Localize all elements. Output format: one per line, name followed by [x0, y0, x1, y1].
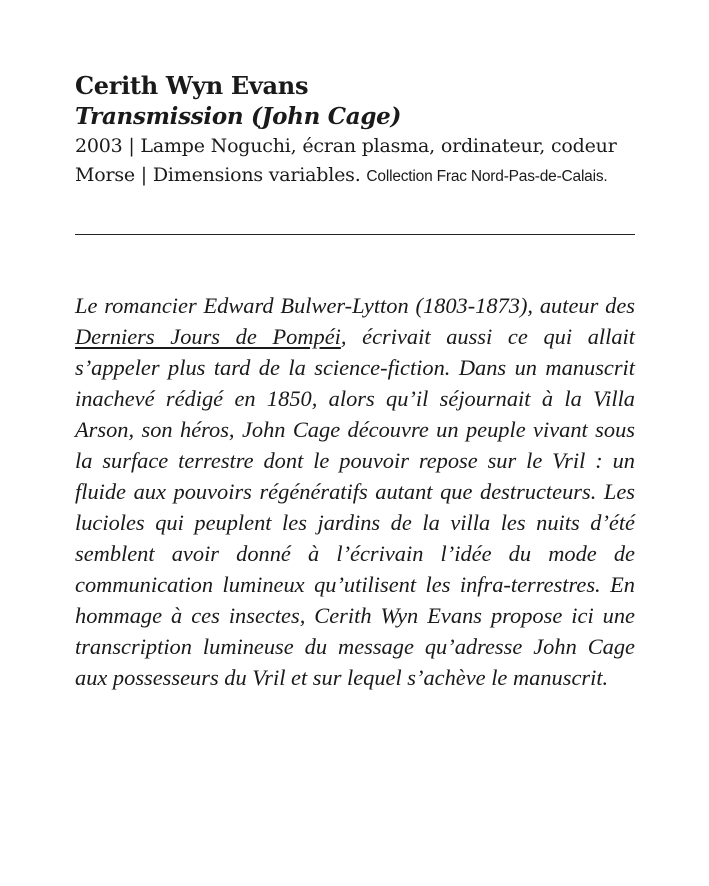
- artwork-title: Transmission (John Cage): [75, 103, 402, 130]
- artist-name: Cerith Wyn Evans: [75, 71, 309, 100]
- artwork-label: [75, 70, 635, 191]
- description-text: [75, 290, 635, 693]
- divider: [75, 234, 635, 235]
- description-part-1: Le romancier Edward Bulwer-Lytton (1803-1873), auteur des: [75, 293, 635, 318]
- description-part-2: , écrivait aussi ce qui allait s’appeler plus tard de la science-fiction. Dans un manuscrit inachevé rédigé en 1850, alors qu’il séjournait à la Villa Arson, son héros, John Cage découvre un peuple vivant sous la surface terrestre dont le pouvoir repose sur le Vril : un fluide aux pouvoirs régénératifs autant que destructeurs. Les lucioles qui peuplent les jardins de la villa les nuits d’été semblent avoir donné à l’écrivain l’idée du mode de communication lumineux qu’utilisent les infra-terrestres. En hommage à ces insectes, Cerith Wyn Evans propose ici une transcription lumineuse du message qu’adresse John Cage aux possesseurs du Vril et sur lequel s’achève le manuscrit.: [75, 324, 635, 690]
- artwork-meta: 2003 | Lampe Noguchi, écran plasma, ordinateur, codeur Morse | Dimensions variables.: [75, 135, 617, 186]
- book-title: Derniers Jours de Pompéi: [75, 324, 341, 349]
- artwork-details: [75, 132, 635, 191]
- collection-credit: Collection Frac Nord-Pas-de-Calais.: [366, 168, 608, 185]
